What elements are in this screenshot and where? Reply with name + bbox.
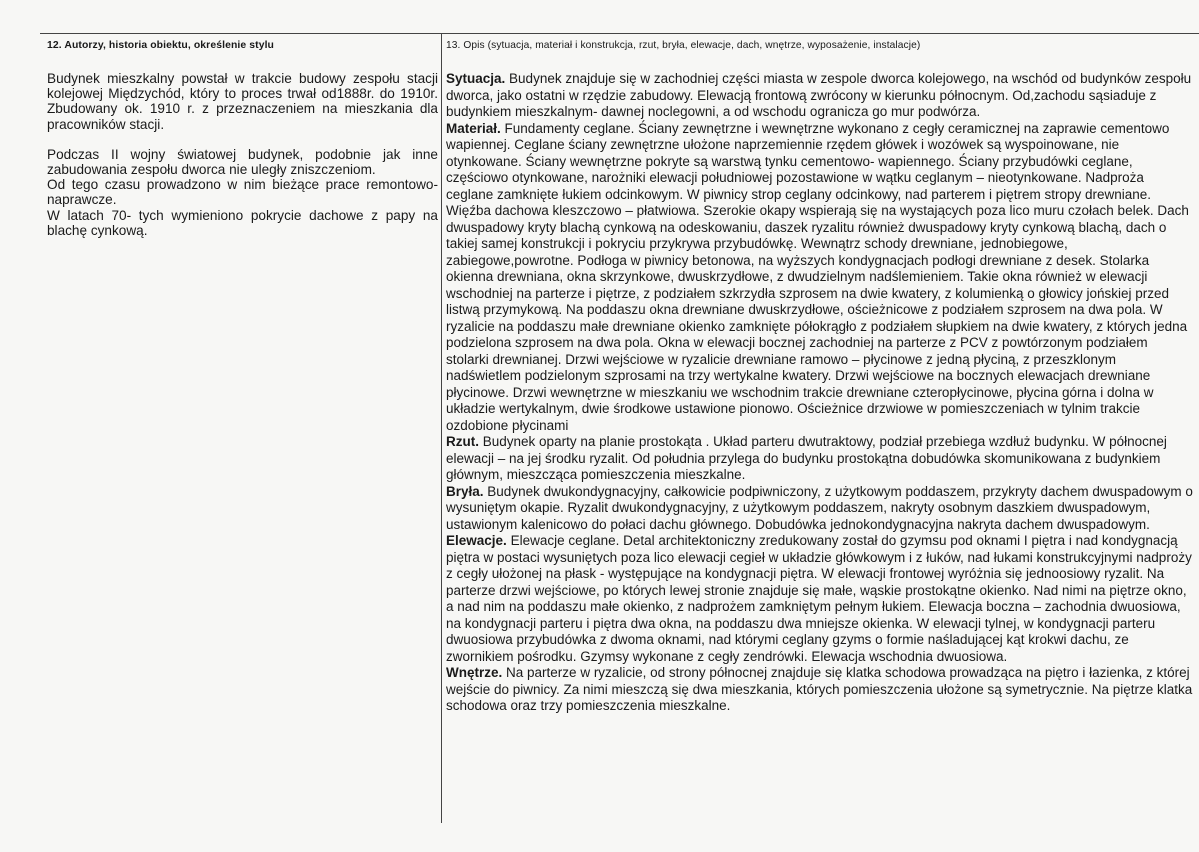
column-divider	[441, 33, 442, 823]
section-body: Na parterze w ryzalicie, od strony północnej znajduje się klatka schodowa prowadząca na piętro i łazienka, z której wejście do piwnicy. Za nimi mieszczą się dwa mieszkania, których pomieszczenia ułożone są symetrycznie. Na piętrze klatka schodowa oraz trzy pomieszczenia mieszkalne.	[446, 665, 1193, 713]
left-heading: 12. Autorzy, historia obiektu, określenie stylu	[47, 40, 275, 51]
section-body: Budynek znajduje się w zachodniej części miasta w zespole dworca kolejowego, na wschód od budynków zespołu dworca, jako ostatni w rzędzie zabudowy. Elewacją frontową zwrócony w kierunku północnym. Od,zachodu sąsiaduje z budynkiem mieszkalnym- dawnej noclegowni, a od wschodu ogranicza go mur podwórza.	[446, 71, 1192, 119]
section-label: Rzut.	[446, 434, 479, 449]
history-paragraph: Od tego czasu prowadzono w nim bieżące prace remontowo- naprawcze.	[47, 177, 438, 208]
section-massing	[446, 484, 1194, 534]
section-plan	[446, 434, 1194, 484]
left-column	[47, 40, 438, 238]
section-elevations	[446, 533, 1194, 665]
section-label: Elewacje.	[446, 533, 507, 548]
section-label: Bryła.	[446, 483, 484, 499]
section-label: Sytuacja.	[446, 71, 506, 86]
section-interior	[446, 665, 1194, 715]
section-label: Materiał.	[446, 120, 501, 136]
description-text	[446, 71, 1194, 715]
history-paragraph: W latach 70- tych wymieniono pokrycie dachowe z papy na blachę cynkową.	[47, 207, 438, 238]
section-material	[446, 121, 1194, 435]
section-body: Elewacje ceglane. Detal architektoniczny zredukowany został do gzymsu pod oknami I piętra i nad kondygnacją piętra w postaci wysuniętych poza lico elewacji cegieł w układzie główkowym i z łuków, nad łukami konstrukcyjnymi nadproży z cegły ułożonej na płask - występujące na kondygnacji piętra. W elewacji frontowej wyróżnia się jednoosiowy ryzalit. Na parterze drzwi wejściowe, po których lewej stronie znajduje się małe, wąskie prostokątne okienko. Nad nimi na piętrze okno, a nad nim na poddaszu małe okienko, z nadprożem zamkniętym pełnym łukiem. Elewacja boczna – zachodnia dwuosiowa, na kondygnacji parteru i piętra dwa okna, na poddaszu dwa mniejsze okienka. W elewacji tylnej, w kondygnacji parteru dwuosiowa przybudówka z dwoma oknami, nad którymi ceglany gzyms o formie naśladującej kąt krokwi dachu, ze zwornikiem pośrodku. Gzymsy wykonane z cegły zendrówki. Elewacja wschodnia dwuosiowa.	[446, 533, 1192, 664]
right-heading: 13. Opis (sytuacja, materiał i konstrukcja, rzut, bryła, elewacje, dach, wnętrze, wyposażenie, instalacje)	[446, 40, 921, 51]
section-body: Budynek oparty na planie prostokąta . Układ parteru dwutraktowy, podział przebiega wzdłuż budynku. W północnej elewacji – na jej środku ryzalit. Od południa przylega do budynku prostokątna dobudówka skomunikowana z budynkiem głównym, mieszcząca pomieszczenia mieszkalne.	[446, 434, 1167, 482]
top-border-line	[40, 33, 1199, 34]
history-paragraph: Podczas II wojny światowej budynek, podobnie jak inne zabudowania zespołu dworca nie uległy zniszczeniom.	[47, 146, 438, 178]
right-column	[446, 40, 1194, 715]
section-situation	[446, 71, 1194, 121]
section-label: Wnętrze.	[446, 665, 503, 680]
history-paragraph: Budynek mieszkalny powstał w trakcie budowy zespołu stacji kolejowej Międzychód, który to proces trwał od1888r. do 1910r. Zbudowany ok. 1910 r. z przeznaczeniem na mieszkania dla pracowników stacji.	[47, 71, 438, 132]
section-body: Budynek dwukondygnacyjny, całkowicie podpiwniczony, z użytkowym poddaszem, przykryty dachem dwuspadowym o wysuniętym okapie. Ryzalit dwukondygnacyjny, z użytkowym poddaszem, nakryty osobnym daszkiem dwuspadowym, ustawionym kalenicowo do połaci dachu głównego. Dobudówka jednokondygnacyjna nakryta dachem dwuspadowym.	[446, 483, 1193, 532]
section-body: Fundamenty ceglane. Ściany zewnętrzne i wewnętrzne wykonano z cegły ceramicznej na zaprawie cementowo wapiennej. Ceglane ściany zewnętrzne ułożone naprzemiennie rzędem główek i wozówek są wyspoinowane, nie otynkowane. Ściany wewnętrzne pokryte są warstwą tynku cementowo- wapiennego. Ściany przybudówki ceglane, częściowo otynkowane, narożniki elewacji południowej pozostawione w wątku ceglanym – nieotynkowane. Nadproża ceglane zamknięte łukiem odcinkowym. W piwnicy strop ceglany odcinkowy, nad parterem i piętrem stropy drewniane. Więźba dachowa kleszczowo – płatwiowa. Szerokie okapy wspierają się na wystających poza lico muru czołach belek. Dach dwuspadowy kryty blachą cynkową na odeskowaniu, daszek ryzalitu również dwuspadowy kryty cynkową blachą, dach o takiej samej konstrukcji i pokryciu przykrywa przybudówkę. Wewnątrz schody drewniane, jednobiegowe, zabiegowe,powrotne. Podłoga w piwnicy betonowa, na wyższych kondygnacjach podłogi drewniane z desek. Stolarka okienna drewniana, okna skrzynkowe, dwuskrzydłowe, z dwudzielnym nadślemieniem. Takie okna również w elewacji wschodniej na parterze i piętrze, z podziałem szkrzydła szprosem na dwie kwatery, z kolumienką o głowicy jońskiej przed listwą przymykową. Na poddaszu okna drewniane dwuskrzydłowe, ościeżnicowe z podziałem szprosem na dwa pola. W ryzalicie na poddaszu małe drewniane okienko zamknięte półokrągło z podziałem słupkiem na dwie kwatery, z których jedna podzielona szprosem na dwa pola. Okna w elewacji bocznej zachodniej na parterze z PCV z powtórzonym podziałem stolarki drewnianej. Drzwi wejściowe w ryzalicie drewniane ramowo – płycinowe z jedną płyciną, z przeszklonym nadświetlem podzielonym szprosami na trzy wertykalne kwatery. Drzwi wejściowe na bocznych elewacjach drewniane płycinowe. Drzwi wewnętrzne w mieszkaniu we wschodnim trakcie drewniane czteropłycinowe, płycina górna i dolna w układzie wertykalnym, dwie środkowe ustawione pionowo. Ościeżnice drzwiowe w pomieszczeniach w tylnim trakcie ozdobione płycinami	[446, 120, 1189, 433]
history-text	[47, 71, 438, 238]
